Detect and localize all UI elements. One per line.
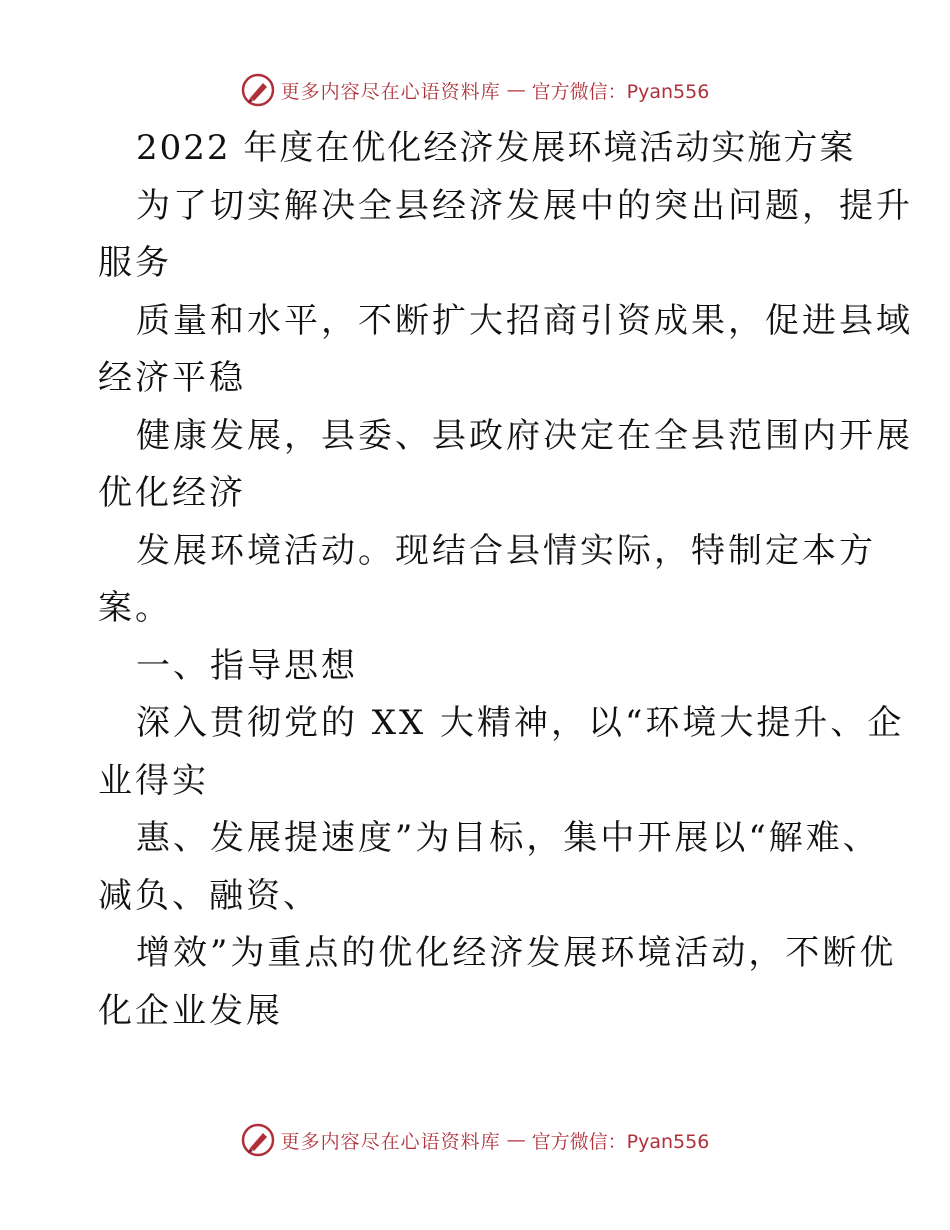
header-watermark (0, 70, 950, 110)
paragraph-line: 服务 (98, 243, 172, 283)
paragraph-line: 减负、融资、 (98, 875, 320, 916)
watermark-separator: — (506, 1129, 526, 1151)
watermark-brand: 更多内容尽在心语资料库 (280, 80, 501, 103)
paragraph-line: 业得实 (98, 760, 209, 801)
paragraph-line: 深入贯彻党的 XX 大精神，以“环境大提升、企 (136, 703, 905, 743)
paragraph-line: 经济平稳 (98, 358, 246, 398)
paragraph-line: 为了切实解决全县经济发展中的突出问题，提升 (136, 185, 913, 226)
paragraph-line: 质量和水平，不断扩大招商引资成果，促进县域 (136, 300, 913, 341)
section-heading: 一、指导思想 (136, 645, 358, 686)
paragraph-line: 发展环境活动。现结合县情实际，特制定本方 (136, 530, 876, 571)
paragraph-line: 化企业发展 (98, 990, 283, 1031)
watermark-wechat: 官方微信：Pyan556 (531, 80, 710, 103)
paragraph-line: 健康发展，县委、县政府决定在全县范围内开展 (136, 415, 913, 456)
document-title: 2022 年度在优化经济发展环境活动实施方案 (136, 128, 856, 168)
document-body (98, 120, 913, 1040)
watermark-wechat: 官方微信：Pyan556 (531, 1130, 710, 1153)
paragraph-line: 增效”为重点的优化经济发展环境活动，不断优 (136, 933, 897, 973)
watermark-separator: — (506, 79, 526, 101)
pen-logo-icon (241, 73, 275, 107)
footer-watermark (0, 1120, 950, 1160)
paragraph-line: 优化经济 (98, 473, 246, 513)
paragraph-line: 案。 (98, 588, 172, 628)
paragraph-line: 惠、发展提速度”为目标，集中开展以“解难、 (136, 818, 880, 858)
pen-logo-icon (241, 1123, 275, 1157)
watermark-brand: 更多内容尽在心语资料库 (280, 1130, 501, 1153)
